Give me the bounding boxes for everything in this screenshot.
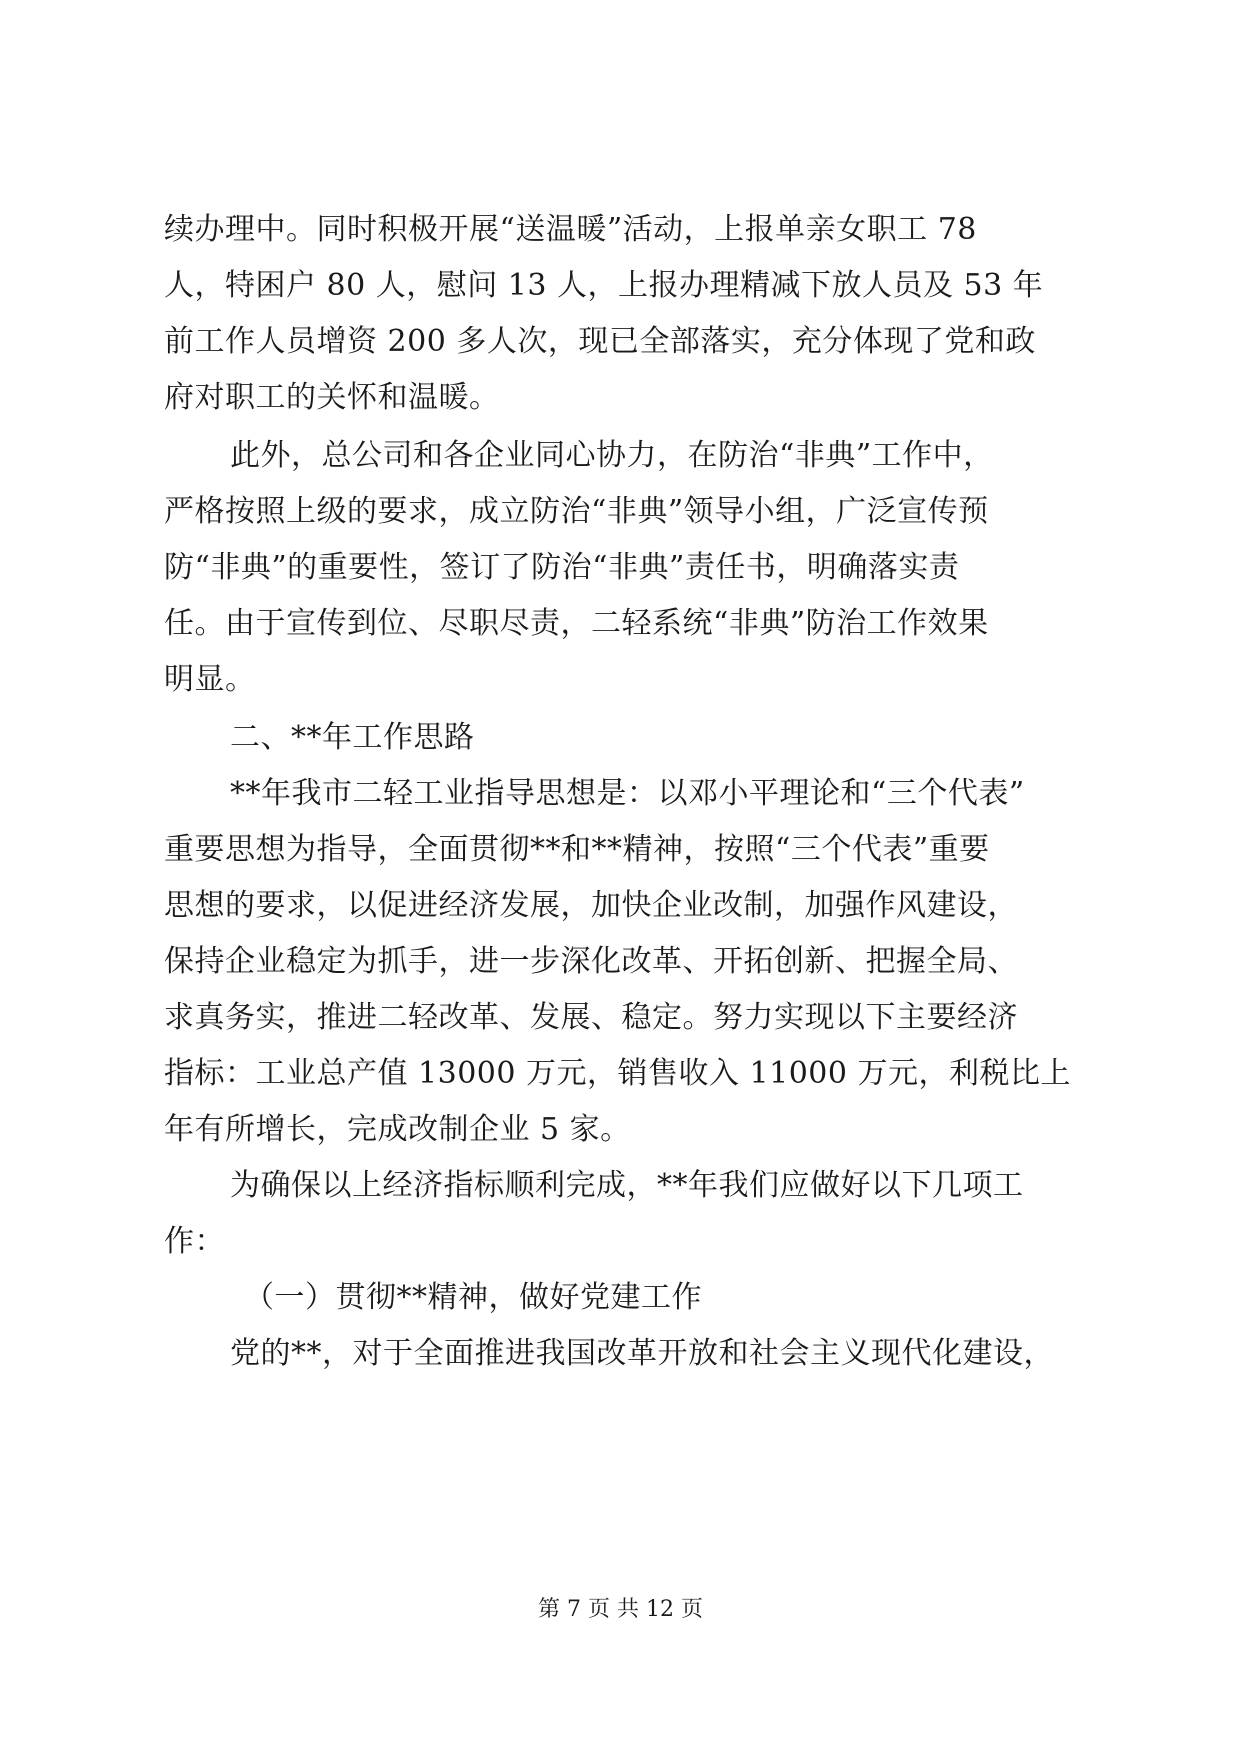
text-line: 作： xyxy=(164,1224,225,1259)
text-line: 此外，总公司和各企业同心协力，在防治“非典”工作中， xyxy=(230,438,994,473)
text-line: **年我市二轻工业指导思想是：以邓小平理论和“三个代表” xyxy=(230,776,1025,811)
text-line: 防“非典”的重要性，签订了防治“非典”责任书，明确落实责 xyxy=(164,550,960,585)
page-number-footer: 第 7 页 共 12 页 xyxy=(538,1597,703,1622)
text-line: 明显。 xyxy=(164,662,256,697)
text-line: 指标：工业总产值 13000 万元，销售收入 11000 万元，利税比上 xyxy=(164,1056,1072,1091)
section-heading: 二、**年工作思路 xyxy=(230,720,475,755)
text-line: 重要思想为指导，全面贯彻**和**精神，按照“三个代表”重要 xyxy=(164,832,990,867)
text-line: 任。由于宣传到位、尽职尽责，二轻系统“非典”防治工作效果 xyxy=(164,606,989,641)
text-line: 思想的要求，以促进经济发展，加快企业改制，加强作风建设， xyxy=(164,888,1018,923)
text-line: 严格按照上级的要求，成立防治“非典”领导小组，广泛宣传预 xyxy=(164,494,989,529)
text-line: 保持企业稳定为抓手，进一步深化改革、开拓创新、把握全局、 xyxy=(164,944,1018,979)
text-line: 年有所增长，完成改制企业 5 家。 xyxy=(164,1112,631,1147)
text-line: 为确保以上经济指标顺利完成，**年我们应做好以下几项工 xyxy=(230,1168,1024,1203)
subsection-heading: （一）贯彻**精神，做好党建工作 xyxy=(244,1280,702,1315)
text-line: 前工作人员增资 200 多人次，现已全部落实，充分体现了党和政 xyxy=(164,324,1036,359)
text-line: 人，特困户 80 人，慰问 13 人，上报办理精减下放人员及 53 年 xyxy=(164,268,1044,303)
text-line: 续办理中。同时积极开展“送温暖”活动，上报单亲女职工 78 xyxy=(164,212,977,247)
text-line: 求真务实，推进二轻改革、发展、稳定。努力实现以下主要经济 xyxy=(164,1000,1018,1035)
text-line: 府对职工的关怀和温暖。 xyxy=(164,380,500,415)
text-line: 党的**，对于全面推进我国改革开放和社会主义现代化建设， xyxy=(230,1336,1054,1371)
